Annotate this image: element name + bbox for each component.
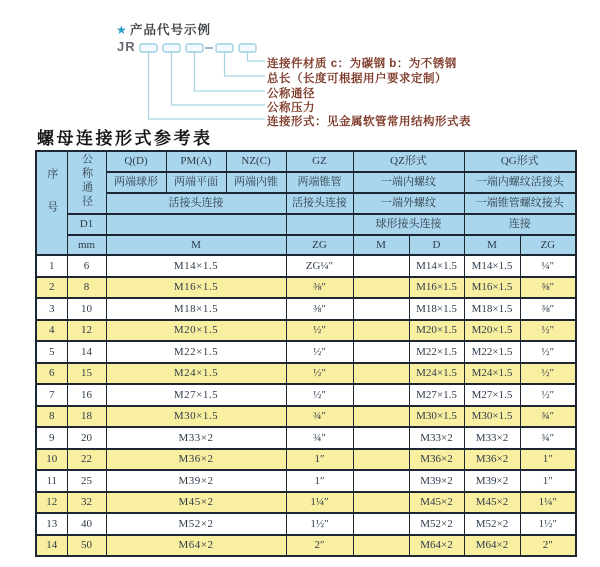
header-q: Q(D) <box>106 151 166 172</box>
cell-gz-zg: ½″ <box>286 363 353 385</box>
cell-qz-d: M36×2 <box>409 449 464 471</box>
cell-m-thread: M45×2 <box>106 492 286 514</box>
cell-qz-d: M52×2 <box>409 513 464 535</box>
cell-gz-zg: 1¼″ <box>286 492 353 514</box>
header-qg: QG形式 <box>464 151 576 172</box>
cell-m-thread: M18×1.5 <box>106 298 286 320</box>
cell-m-thread: M36×2 <box>106 449 286 471</box>
cell-qg-zg: 1″ <box>520 470 576 492</box>
cell-serial: 11 <box>36 470 67 492</box>
cell-qz-m <box>353 492 409 514</box>
table-row <box>36 406 576 428</box>
cell-qz-d: M24×1.5 <box>409 363 464 385</box>
cell-qg-m: M64×2 <box>464 535 520 557</box>
cell-qg-zg: ½″ <box>520 384 576 406</box>
cell-qz-d: M64×2 <box>409 535 464 557</box>
header-q-sub: 两端球形 <box>106 172 166 193</box>
cell-gz-zg: ¾″ <box>286 427 353 449</box>
cell-qz-d: M39×2 <box>409 470 464 492</box>
cell-qg-m: M30×1.5 <box>464 406 520 428</box>
header-mm: mm <box>67 235 106 255</box>
leader-line <box>149 52 266 119</box>
header-serial: 序号 <box>36 151 67 255</box>
header-qz-m: M <box>353 235 409 255</box>
cell-qg-zg: ½″ <box>520 320 576 342</box>
header-d1: D1 <box>67 214 106 235</box>
cell-qg-m: M24×1.5 <box>464 363 520 385</box>
cell-gz-zg: ZG¼″ <box>286 255 353 277</box>
diagram-label-diameter: 公称通径 <box>267 88 315 100</box>
cell-gz-zg: 1″ <box>286 449 353 471</box>
cell-m-thread: M24×1.5 <box>106 363 286 385</box>
cell-serial: 5 <box>36 341 67 363</box>
cell-qz-m <box>353 427 409 449</box>
diagram-title: 产品代号示例 <box>130 23 212 37</box>
cell-m-thread: M14×1.5 <box>106 255 286 277</box>
cell-dn-mm: 8 <box>67 277 106 299</box>
cell-qg-m: M52×2 <box>464 513 520 535</box>
cell-qg-m: M39×2 <box>464 470 520 492</box>
cell-qg-zg: ¼″ <box>520 255 576 277</box>
table-row <box>36 363 576 385</box>
cell-qz-m <box>353 470 409 492</box>
cell-dn-mm: 14 <box>67 341 106 363</box>
cell-m-thread: M27×1.5 <box>106 384 286 406</box>
header-m: M <box>106 235 286 255</box>
table-row <box>36 492 576 514</box>
header-qg-sub2: 一端锥管螺纹接头 <box>464 193 576 214</box>
header-qg-connection: 连接 <box>464 214 576 235</box>
cell-qg-zg: 1″ <box>520 449 576 471</box>
cell-dn-mm: 10 <box>67 298 106 320</box>
code-prefix: JR <box>117 39 136 54</box>
cell-qg-m: M45×2 <box>464 492 520 514</box>
cell-qz-m <box>353 277 409 299</box>
cell-qg-zg: 2″ <box>520 535 576 557</box>
diagram-label-connection: 连接形式：见金属软管常用结构形式表 <box>267 116 471 128</box>
cell-dn-mm: 6 <box>67 255 106 277</box>
header-blank-gz <box>286 214 353 235</box>
cell-serial: 8 <box>36 406 67 428</box>
table-row <box>36 298 576 320</box>
cell-gz-zg: 1″ <box>286 470 353 492</box>
code-box <box>163 44 180 52</box>
table-row <box>36 427 576 449</box>
cell-qz-d: M22×1.5 <box>409 341 464 363</box>
cell-qz-m <box>353 535 409 557</box>
leader-line <box>248 52 266 61</box>
cell-qz-d: M14×1.5 <box>409 255 464 277</box>
cell-qz-d: M27×1.5 <box>409 384 464 406</box>
table-row <box>36 384 576 406</box>
table-row <box>36 535 576 557</box>
cell-serial: 12 <box>36 492 67 514</box>
cell-dn-mm: 16 <box>67 384 106 406</box>
cell-serial: 1 <box>36 255 67 277</box>
cell-serial: 3 <box>36 298 67 320</box>
header-qg-m: M <box>464 235 520 255</box>
cell-qg-m: M16×1.5 <box>464 277 520 299</box>
cell-qz-d: M33×2 <box>409 427 464 449</box>
cell-qz-m <box>353 255 409 277</box>
cell-qz-d: M18×1.5 <box>409 298 464 320</box>
table-body <box>36 255 576 556</box>
cell-qz-m <box>353 320 409 342</box>
cell-dn-mm: 50 <box>67 535 106 557</box>
cell-qg-zg: ⅜″ <box>520 277 576 299</box>
cell-qg-m: M33×2 <box>464 427 520 449</box>
code-box <box>239 44 256 52</box>
table-row <box>36 470 576 492</box>
table-row <box>36 277 576 299</box>
cell-gz-zg: 1½″ <box>286 513 353 535</box>
cell-dn-mm: 20 <box>67 427 106 449</box>
header-qz-d: D <box>409 235 464 255</box>
cell-serial: 7 <box>36 384 67 406</box>
cell-qg-m: M27×1.5 <box>464 384 520 406</box>
header-qz-sub2: 一端外螺纹 <box>353 193 464 214</box>
cell-qg-zg: 1¼″ <box>520 492 576 514</box>
cell-serial: 9 <box>36 427 67 449</box>
cell-dn-mm: 25 <box>67 470 106 492</box>
table-title: 螺母连接形式参考表 <box>37 129 213 148</box>
code-box <box>140 44 157 52</box>
cell-m-thread: M22×1.5 <box>106 341 286 363</box>
cell-qg-zg: ½″ <box>520 341 576 363</box>
cell-qg-zg: ¾″ <box>520 406 576 428</box>
header-blank-left <box>106 214 286 235</box>
cell-gz-zg: ¾″ <box>286 406 353 428</box>
cell-m-thread: M30×1.5 <box>106 406 286 428</box>
cell-dn-mm: 18 <box>67 406 106 428</box>
header-zg: ZG <box>286 235 353 255</box>
cell-gz-zg: ½″ <box>286 320 353 342</box>
table-row <box>36 341 576 363</box>
cell-qz-m <box>353 341 409 363</box>
cell-dn-mm: 15 <box>67 363 106 385</box>
cell-dn-mm: 32 <box>67 492 106 514</box>
diagram-label-length: 总长（长度可根据用户要求定制） <box>267 73 447 85</box>
header-nz-sub: 两端内锥 <box>226 172 286 193</box>
header-gz: GZ <box>286 151 353 172</box>
leader-line <box>225 52 266 76</box>
cell-gz-zg: ½″ <box>286 384 353 406</box>
cell-qg-zg: ½″ <box>520 363 576 385</box>
cell-m-thread: M16×1.5 <box>106 277 286 299</box>
cell-qz-m <box>353 363 409 385</box>
cell-serial: 14 <box>36 535 67 557</box>
cell-qg-m: M20×1.5 <box>464 320 520 342</box>
table-header <box>36 151 576 255</box>
cell-dn-mm: 12 <box>67 320 106 342</box>
cell-qz-m <box>353 449 409 471</box>
cell-serial: 4 <box>36 320 67 342</box>
header-gz-connection: 活接头连接 <box>286 193 353 214</box>
star-icon: ★ <box>116 23 127 37</box>
cell-qg-m: M36×2 <box>464 449 520 471</box>
leader-line <box>195 52 266 91</box>
table-row <box>36 255 576 277</box>
cell-gz-zg: ½″ <box>286 341 353 363</box>
table-row <box>36 449 576 471</box>
cell-dn-mm: 22 <box>67 449 106 471</box>
cell-qz-d: M30×1.5 <box>409 406 464 428</box>
cell-serial: 13 <box>36 513 67 535</box>
cell-serial: 2 <box>36 277 67 299</box>
cell-qg-zg: ¾″ <box>520 427 576 449</box>
cell-qz-d: M16×1.5 <box>409 277 464 299</box>
cell-qg-zg: 1½″ <box>520 513 576 535</box>
cell-qz-d: M20×1.5 <box>409 320 464 342</box>
cell-qg-m: M18×1.5 <box>464 298 520 320</box>
table-row <box>36 513 576 535</box>
header-pm-sub: 两端平面 <box>166 172 226 193</box>
cell-qg-m: M14×1.5 <box>464 255 520 277</box>
diagram-label-material: 连接件材质 c：为碳钢 b：为不锈钢 <box>267 58 457 70</box>
cell-m-thread: M39×2 <box>106 470 286 492</box>
cell-m-thread: M52×2 <box>106 513 286 535</box>
header-qz-connection: 球形接头连接 <box>353 214 464 235</box>
cell-gz-zg: ⅜″ <box>286 298 353 320</box>
cell-m-thread: M20×1.5 <box>106 320 286 342</box>
cell-qz-d: M45×2 <box>409 492 464 514</box>
cell-serial: 6 <box>36 363 67 385</box>
header-union-connection: 活接头连接 <box>106 193 286 214</box>
header-qg-zg: ZG <box>520 235 576 255</box>
header-nz: NZ(C) <box>226 151 286 172</box>
header-nominal-diameter: 公称通径 <box>67 151 106 214</box>
nut-connection-table <box>35 150 577 557</box>
cell-gz-zg: ⅜″ <box>286 277 353 299</box>
diagram-label-pressure: 公称压力 <box>267 102 315 114</box>
cell-qg-m: M22×1.5 <box>464 341 520 363</box>
code-box <box>216 44 233 52</box>
header-pm: PM(A) <box>166 151 226 172</box>
table-row <box>36 320 576 342</box>
header-gz-sub: 两端锥管 <box>286 172 353 193</box>
cell-qz-m <box>353 406 409 428</box>
cell-gz-zg: 2″ <box>286 535 353 557</box>
code-box <box>186 44 203 52</box>
header-qg-sub1: 一端内螺纹活接头 <box>464 172 576 193</box>
cell-qz-m <box>353 384 409 406</box>
cell-qg-zg: ⅜″ <box>520 298 576 320</box>
header-qz-sub1: 一端内螺纹 <box>353 172 464 193</box>
cell-serial: 10 <box>36 449 67 471</box>
leader-line <box>172 52 266 105</box>
header-qz: QZ形式 <box>353 151 464 172</box>
cell-qz-m <box>353 298 409 320</box>
cell-qz-m <box>353 513 409 535</box>
cell-m-thread: M64×2 <box>106 535 286 557</box>
cell-m-thread: M33×2 <box>106 427 286 449</box>
cell-dn-mm: 40 <box>67 513 106 535</box>
